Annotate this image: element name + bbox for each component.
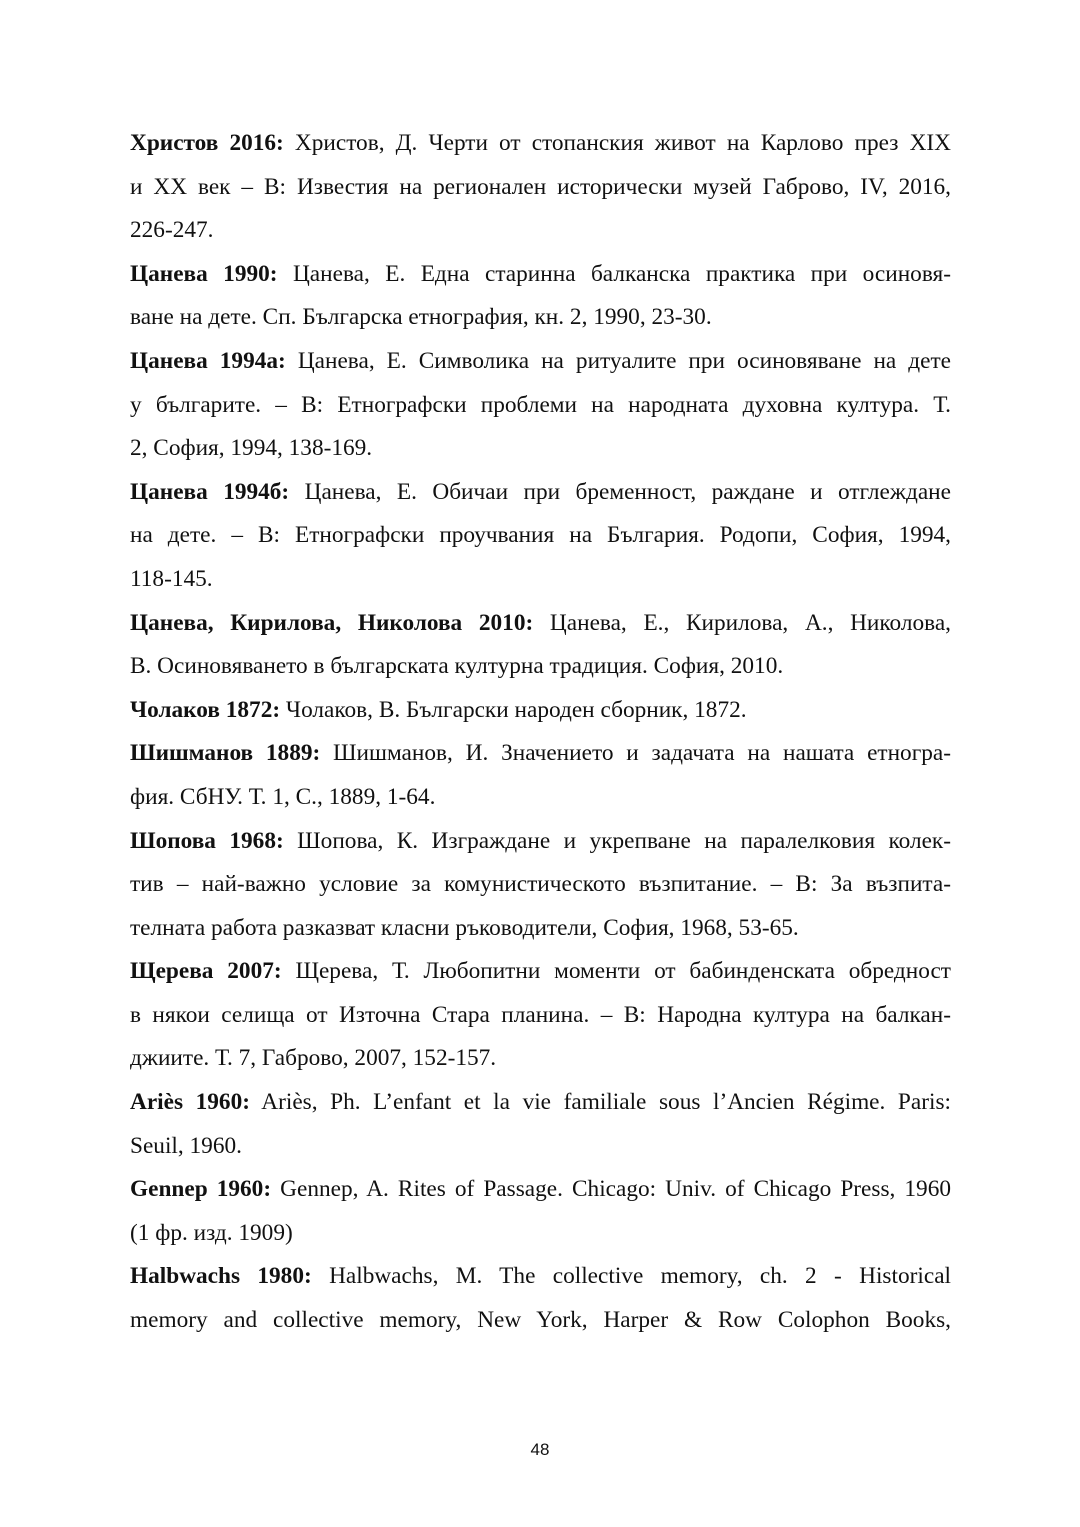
entry-text: Цанева, Е. Една старинна балканска практика при осиновя- <box>277 260 951 287</box>
entry-text: Gennep, A. Rites of Passage. Chicago: Univ. of Chicago Press, 1960 <box>271 1176 951 1203</box>
entry-key: Gennep 1960: <box>130 1176 272 1203</box>
bibliography-entry-line <box>130 602 951 646</box>
bibliography-list <box>130 122 951 1343</box>
bibliography-entry-line <box>130 122 951 166</box>
bibliography-entry-line <box>130 427 951 471</box>
entry-text: у българите. – В: Етнографски проблеми на народната духовна култура. Т. <box>130 391 951 418</box>
entry-key: Цанева 1994а: <box>130 347 286 374</box>
entry-text: Шишманов, И. Значението и задачата на нашата етногра- <box>320 740 952 767</box>
entry-key: Ariès 1960: <box>130 1089 250 1116</box>
bibliography-entry-line <box>130 1255 951 1299</box>
bibliography-entry-line <box>130 994 951 1038</box>
entry-text: 226-247. <box>130 217 214 244</box>
entry-text: джиите. Т. 7, Габрово, 2007, 152-157. <box>130 1045 497 1072</box>
entry-key: Чолаков 1872: <box>130 696 281 723</box>
entry-text: в някои селища от Източна Стара планина. – В: Народна култура на балкан- <box>130 1001 951 1028</box>
entry-text: Ariès, Ph. L’enfant et la vie familiale sous l’Ancien Régime. Paris: <box>249 1089 951 1116</box>
entry-text: на дете. – В: Етнографски проучвания на България. Родопи, София, 1994, <box>130 522 951 549</box>
entry-text: Цанева, Е. Символика на ритуалите при осиновяване на дете <box>285 347 951 374</box>
bibliography-entry-line <box>130 253 951 297</box>
bibliography-entry-line <box>130 645 951 689</box>
entry-text: Шопова, К. Изграждане и укрепване на паралелковия колек- <box>283 827 951 854</box>
bibliography-entry-line <box>130 384 951 428</box>
entry-text: телната работа разказват класни ръководители, София, 1968, 53-65. <box>130 914 799 941</box>
entry-text: Чолаков, В. Български народен сборник, 1872. <box>280 696 747 723</box>
bibliography-entry-line <box>130 471 951 515</box>
bibliography-entry-line <box>130 1299 951 1343</box>
entry-text: Цанева, Е. Обичаи при бременност, раждане и отглеждане <box>289 478 951 505</box>
bibliography-entry-line <box>130 863 951 907</box>
entry-text: В. Осиновяването в българската културна традиция. София, 2010. <box>130 653 784 680</box>
bibliography-entry-line <box>130 296 951 340</box>
entry-text: memory and collective memory, New York, Harper & Row Colophon Books, <box>130 1307 951 1334</box>
entry-text: 118-145. <box>130 565 213 592</box>
bibliography-entry-line <box>130 1081 951 1125</box>
entry-text: фия. СбНУ. Т. 1, С., 1889, 1-64. <box>130 783 436 810</box>
entry-text: Seuil, 1960. <box>130 1132 242 1159</box>
bibliography-entry-line <box>130 776 951 820</box>
bibliography-entry-line <box>130 340 951 384</box>
entry-key: Шишманов 1889: <box>130 740 321 767</box>
entry-text: ване на дете. Сп. Българска етнография, кн. 2, 1990, 23-30. <box>130 304 712 331</box>
bibliography-entry-line <box>130 820 951 864</box>
entry-key: Христов 2016: <box>130 130 284 156</box>
entry-key: Цанева, Кирилова, Николова 2010: <box>130 609 534 636</box>
bibliography-entry-line <box>130 1168 951 1212</box>
bibliography-entry-line <box>130 1125 951 1169</box>
entry-text: 2, София, 1994, 138-169. <box>130 435 373 462</box>
bibliography-entry-line <box>130 209 951 253</box>
bibliography-entry-line <box>130 689 951 733</box>
bibliography-entry-line <box>130 950 951 994</box>
entry-text: Христов, Д. Черти от стопанския живот на Карлово през XIX <box>283 130 951 156</box>
entry-key: Halbwachs 1980: <box>130 1263 312 1290</box>
entry-key: Цанева 1990: <box>130 260 278 287</box>
entry-text: и XX век – В: Известия на регионален исторически музей Габрово, IV, 2016, <box>130 173 951 200</box>
bibliography-entry-line <box>130 907 951 951</box>
entry-text: Цанева, Е., Кирилова, А., Николова, <box>533 609 951 636</box>
bibliography-entry-line <box>130 1037 951 1081</box>
entry-text: тив – най-важно условие за комунистическото възпитание. – В: За възпита- <box>130 871 951 898</box>
bibliography-entry-line <box>130 558 951 602</box>
bibliography-entry-line <box>130 1212 951 1256</box>
bibliography-entry-line <box>130 732 951 776</box>
entry-text: (1 фр. изд. 1909) <box>130 1219 293 1246</box>
bibliography-entry-line <box>130 166 951 210</box>
entry-key: Шопова 1968: <box>130 827 284 854</box>
entry-text: Щерева, Т. Любопитни моменти от бабинденската обредност <box>281 958 951 985</box>
page-number: 48 <box>530 1440 550 1459</box>
bibliography-entry-line <box>130 514 951 558</box>
entry-key: Щерева 2007: <box>130 958 282 985</box>
entry-text: Halbwachs, M. The collective memory, ch. 2 - Historical <box>311 1263 952 1290</box>
entry-key: Цанева 1994б: <box>130 478 290 505</box>
